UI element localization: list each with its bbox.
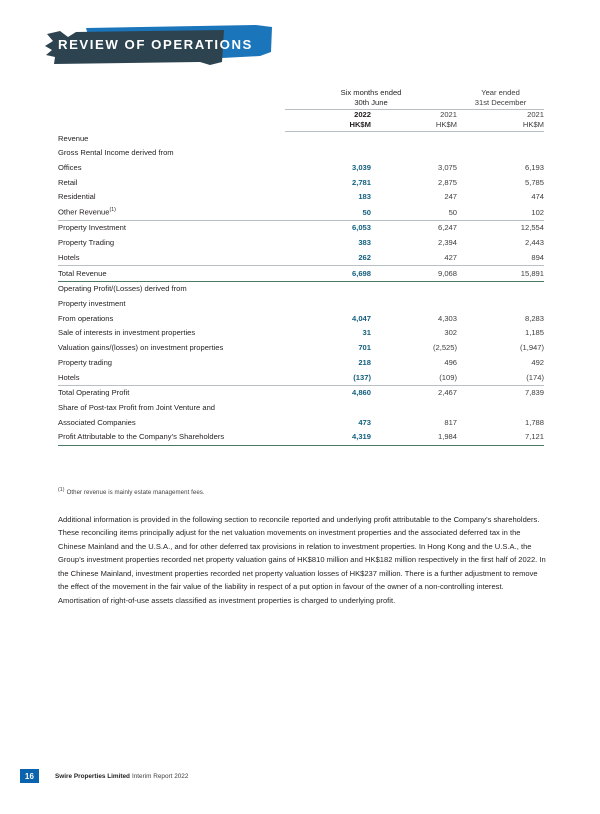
table-cell-value: (137) xyxy=(353,372,371,382)
table-row-label: Revenue xyxy=(58,133,89,143)
table-cell-value: 817 xyxy=(444,417,458,427)
table-row-label: Gross Rental Income derived from xyxy=(58,148,174,158)
table-cell-value: 247 xyxy=(444,192,458,202)
table-cell-value: 31 xyxy=(362,328,371,338)
table-row-label: Operating Profit/(Losses) derived from xyxy=(58,284,187,294)
table-cell-value: (1,947) xyxy=(519,343,545,353)
table-cell-value xyxy=(457,146,544,161)
table-row xyxy=(58,312,544,327)
table-cell-value xyxy=(457,131,544,146)
footnote-marker: (1) xyxy=(58,487,65,493)
table-cell-value xyxy=(457,282,544,297)
table-cell-value: 1,185 xyxy=(525,328,545,338)
table-row xyxy=(58,326,544,341)
table-cell-value: 894 xyxy=(531,252,545,262)
table-row xyxy=(58,221,544,236)
table-cell-value: 6,193 xyxy=(525,163,545,172)
table-cell-value: 1,984 xyxy=(371,430,457,445)
table-cell-value: 4,319 xyxy=(285,430,371,445)
header-group-six-months-line2: 30th June xyxy=(354,98,388,108)
table-row xyxy=(58,297,544,312)
table-cell-value xyxy=(371,297,457,312)
table-row xyxy=(58,370,544,385)
table-cell-value: 2,781 xyxy=(351,177,371,187)
table-row xyxy=(58,190,544,205)
table-row xyxy=(58,282,544,297)
table-row-label: From operations xyxy=(58,313,114,323)
page-footer xyxy=(20,769,188,783)
header-group-year-ended xyxy=(457,88,544,109)
header-col-2021-h1-year: 2021 xyxy=(440,109,458,119)
table-row-label: Property trading xyxy=(58,357,113,367)
table-row-label: Share of Post-tax Profit from Joint Venture and xyxy=(58,403,216,413)
table-row-label: Property Trading xyxy=(58,238,115,248)
table-row-label: Property Investment xyxy=(58,221,285,236)
header-col-2021-fy-unit: HK$M xyxy=(522,120,545,130)
table-row xyxy=(58,205,544,221)
table-cell-value: 183 xyxy=(358,192,371,202)
body-copy xyxy=(58,513,546,607)
table-cell-value: 4,860 xyxy=(285,386,371,401)
table-row-label: Total Revenue xyxy=(58,266,285,282)
footnote-superscript: (1) xyxy=(109,207,116,214)
table-cell-value: 6,247 xyxy=(371,221,457,236)
table-cell-value: 2,394 xyxy=(438,238,458,248)
table-cell-value xyxy=(371,282,457,297)
table-cell-value: (2,525) xyxy=(432,343,458,353)
header-col-2022-h1-unit: HK$M xyxy=(349,120,371,130)
table-cell-value: 15,891 xyxy=(457,266,544,282)
table-footnote xyxy=(58,487,544,496)
table-cell-value: 474 xyxy=(531,192,545,202)
table-row-label: Profit Attributable to the Company’s Shareholders xyxy=(58,430,285,445)
table-row xyxy=(58,401,544,416)
table-row xyxy=(58,416,544,431)
header-group-row xyxy=(58,88,544,109)
table-cell-value xyxy=(285,297,371,312)
table-body xyxy=(58,131,544,445)
table-row xyxy=(58,386,544,401)
table-row-label: Other Revenue$^{(1)}$ xyxy=(58,207,116,217)
header-col-2022-h1 xyxy=(285,109,371,131)
table-cell-value xyxy=(457,297,544,312)
page-title: REVIEW OF OPERATIONS xyxy=(58,37,253,52)
table-row xyxy=(58,430,544,445)
table-cell-value: 473 xyxy=(358,417,371,427)
table-row xyxy=(58,236,544,251)
footer-report-name: Interim Report 2022 xyxy=(131,772,189,780)
table-cell-value xyxy=(285,131,371,146)
table-cell-value: 1,788 xyxy=(525,417,545,427)
table-cell-value xyxy=(371,401,457,416)
table-row-label: Residential xyxy=(58,192,96,202)
table-row-label: Total Operating Profit xyxy=(58,386,285,401)
table-cell-value: 2,467 xyxy=(371,386,457,401)
table-cell-value: 50 xyxy=(448,207,458,217)
table-cell-value: 12,554 xyxy=(457,221,544,236)
table-row xyxy=(58,146,544,161)
table-cell-value: 7,839 xyxy=(457,386,544,401)
table-cell-value: 2,443 xyxy=(525,238,545,248)
header-col-2021-fy xyxy=(457,109,544,131)
table-row xyxy=(58,176,544,191)
table-head xyxy=(58,88,544,131)
section-banner xyxy=(24,22,294,72)
table-cell-value: 383 xyxy=(358,238,371,248)
table-cell-value: 9,068 xyxy=(371,266,457,282)
table-cell-value: 302 xyxy=(444,328,458,338)
table-cell-value: 4,303 xyxy=(438,313,458,323)
table-cell-value: (109) xyxy=(439,372,458,382)
table-cell-value: 102 xyxy=(531,207,545,217)
header-group-six-months-line1: Six months ended xyxy=(340,88,402,97)
table-cell-value: 6,698 xyxy=(285,266,371,282)
table-row-label: Valuation gains/(losses) on investment properties xyxy=(58,343,224,353)
table-cell-value: 218 xyxy=(358,357,371,367)
header-spacer xyxy=(58,88,285,109)
table-row xyxy=(58,341,544,356)
table-cell-value xyxy=(457,401,544,416)
table-cell-value: 4,047 xyxy=(351,313,371,323)
footer-company-name: Swire Properties Limited xyxy=(55,772,130,780)
table-cell-value: (174) xyxy=(526,372,545,382)
body-paragraph: Additional information is provided in the following section to reconcile reported and underlying profit attributable to the Company’s shareholders. These reconciling items principally adjust for the net valuation movements on investment properties and the associated deferred tax in the Chinese Mainland and the U.S.A., and for other deferred tax provisions in relation to investment properties. In Hong Kong and the U.S.A., the Group’s investment properties recorded net property valuation gains of HK$810 million and HK$182 million respectively in the first half of 2022. In the Chinese Mainland, investment properties recorded net property valuation losses of HK$237 million. There is a further adjustment to remove the effect of the movement in the fair value of the liability in respect of a put option in favour of the owner of a non-controlling interest. Amortisation of right-of-use assets classified as investment properties is charged to underlying profit. xyxy=(58,515,546,605)
table-cell-value: 3,075 xyxy=(438,163,458,172)
header-group-year-ended-line1: Year ended xyxy=(481,88,520,97)
table-row xyxy=(58,161,544,176)
table-cell-value: 6,053 xyxy=(285,221,371,236)
table-cell-value: 2,875 xyxy=(438,177,458,187)
table-cell-value: 5,785 xyxy=(525,177,545,187)
table-cell-value: 427 xyxy=(444,252,458,262)
table-row-label: Property investment xyxy=(58,299,126,308)
table-cell-value xyxy=(285,146,371,161)
table-cell-value xyxy=(371,146,457,161)
table-row-label: Retail xyxy=(58,177,78,187)
table-cell-value: 262 xyxy=(358,252,371,262)
header-unit-spacer xyxy=(58,109,285,131)
table-row-label: Sale of interests in investment properties xyxy=(58,328,196,338)
table-row xyxy=(58,251,544,266)
table-row-label: Offices xyxy=(58,163,82,172)
table-row-label: Hotels xyxy=(58,252,80,262)
table-cell-value: 496 xyxy=(444,357,458,367)
table-row xyxy=(58,266,544,282)
header-col-2022-h1-year: 2022 xyxy=(354,109,371,119)
header-unit-row xyxy=(58,109,544,131)
table-row-label: Hotels xyxy=(58,372,80,382)
header-col-2021-h1-unit: HK$M xyxy=(435,120,458,130)
header-col-2021-h1 xyxy=(371,109,457,131)
table-cell-value: 8,283 xyxy=(525,313,545,323)
financial-table-container xyxy=(58,88,544,446)
header-col-2021-fy-year: 2021 xyxy=(527,109,545,119)
table-cell-value: 3,039 xyxy=(351,163,371,172)
table-cell-value: 7,121 xyxy=(457,430,544,445)
table-cell-value: 492 xyxy=(531,357,545,367)
header-group-six-months xyxy=(285,88,457,109)
footnote-text: Other revenue is mainly estate management fees. xyxy=(66,489,205,497)
table-cell-value: 701 xyxy=(358,343,371,353)
table-cell-value: 50 xyxy=(362,207,371,217)
header-group-year-ended-line2: 31st December xyxy=(474,98,527,108)
table-cell-value xyxy=(285,282,371,297)
financial-table xyxy=(58,88,544,446)
table-row xyxy=(58,356,544,371)
table-cell-value xyxy=(285,401,371,416)
footer-text xyxy=(55,773,188,780)
table-row xyxy=(58,131,544,146)
page-number-badge: 16 xyxy=(20,769,39,783)
table-cell-value xyxy=(371,131,457,146)
table-row-label: Associated Companies xyxy=(58,417,136,427)
